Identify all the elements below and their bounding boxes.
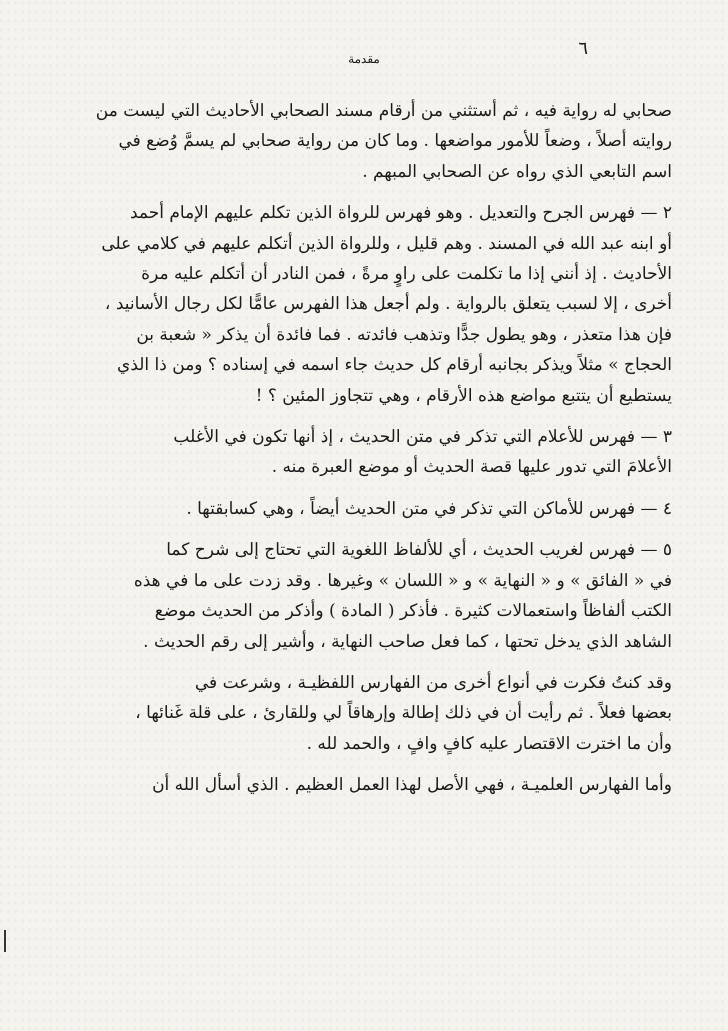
text-line: وأن ما اخترت الاقتصار عليه كافٍ وافٍ ، والحمد لله . bbox=[306, 733, 672, 754]
text-line: ٤ — فهرس للأماكن التي تذكر في متن الحديث أيضاً ، وهي كسابقتها . bbox=[186, 498, 672, 519]
text-line: وقد كنتُ فكرت في أنواع أخرى من الفهارس اللفظيـة ، وشرعت في bbox=[194, 672, 672, 693]
text-line: ٣ — فهرس للأعلام التي تذكر في متن الحديث ، إذ أنها تكون في الأغلب bbox=[173, 427, 672, 448]
text-line: الحجاج » مثلاً ويذكر بجانبه أرقام كل حديث جاء اسمه في إسناده ؟ ومن ذا الذي bbox=[117, 355, 672, 376]
paragraph-other-indexes bbox=[72, 668, 672, 759]
paragraph-intro-continuation bbox=[72, 96, 672, 187]
paragraph-item-4 bbox=[72, 494, 672, 524]
text-line: الشاهد الذي يدخل تحتها ، كما فعل صاحب النهاية ، وأشير إلى رقم الحديث . bbox=[143, 631, 672, 652]
text-line: أو ابنه عبد الله في المسند . وهم قليل ، وللرواة الذين أتكلم عليهم في كلامي على bbox=[101, 233, 672, 254]
paragraph-item-3 bbox=[72, 422, 672, 483]
text-line: أخرى ، إلا لسبب يتعلق بالرواية . ولم أجعل هذا الفهرس عامًّا لكل رجال الأسانيد ، bbox=[104, 294, 672, 315]
paragraph-scientific-indexes bbox=[72, 770, 672, 800]
page-header bbox=[0, 38, 728, 68]
text-line: بعضها فعلاً . ثم رأيت أن في ذلك إطالة وإرهاقاً لي وللقارئ ، على قلة غَنائها ، bbox=[135, 703, 672, 724]
text-line: ٢ — فهرس الجرح والتعديل . وهو فهرس للرواة الذين تكلم عليهم الإمام أحمد bbox=[130, 203, 672, 224]
text-line: فإن هذا متعذر ، وهو يطول جدًّا وتذهب فائدته . فما فائدة أن يذكر « شعبة بن bbox=[136, 324, 672, 345]
text-line: الكتب ألفاظاً واستعمالات كثيرة . فأذكر ( المادة ) وأذكر من الحديث موضع bbox=[154, 601, 672, 622]
text-line: يستطيع أن يتتبع مواضع هذه الأرقام ، وهي تتجاوز المئين ؟ ! bbox=[255, 385, 672, 406]
text-line: في « الفائق » و « النهاية » و « اللسان » وغيرها . وقد زدت على ما في هذه bbox=[133, 570, 672, 591]
text-line: ٥ — فهرس لغريب الحديث ، أي للألفاظ اللغوية التي تحتاج إلى شرح كما bbox=[166, 540, 672, 561]
text-line: روايته أصلاً ، وضعاً للأمور مواضعها . وما كان من رواية صحابي لم يسمَّ وُضع في bbox=[118, 131, 672, 152]
text-line: وأما الفهارس العلميـة ، فهي الأصل لهذا العمل العظيم . الذي أسأل الله أن bbox=[152, 775, 672, 796]
paragraph-item-5 bbox=[72, 535, 672, 657]
paragraph-item-2 bbox=[72, 198, 672, 411]
running-title: مقدمة bbox=[348, 52, 380, 66]
page-number: ٦ bbox=[578, 38, 588, 59]
text-line: الأعلامَ التي تدور عليها قصة الحديث أو موضع العبرة منه . bbox=[271, 457, 672, 478]
scan-edge-mark bbox=[4, 930, 6, 952]
text-line: صحابي له رواية فيه ، ثم أستثني من أرقام مسند الصحابي الأحاديث التي ليست من bbox=[95, 101, 672, 121]
page-body bbox=[72, 96, 672, 812]
text-line: اسم التابعي الذي رواه عن الصحابي المبهم . bbox=[362, 161, 672, 182]
text-line: الأحاديث . إذ أنني إذا ما تكلمت على راوٍ مرةً ، فمن النادر أن أتكلم عليه مرة bbox=[141, 264, 672, 285]
